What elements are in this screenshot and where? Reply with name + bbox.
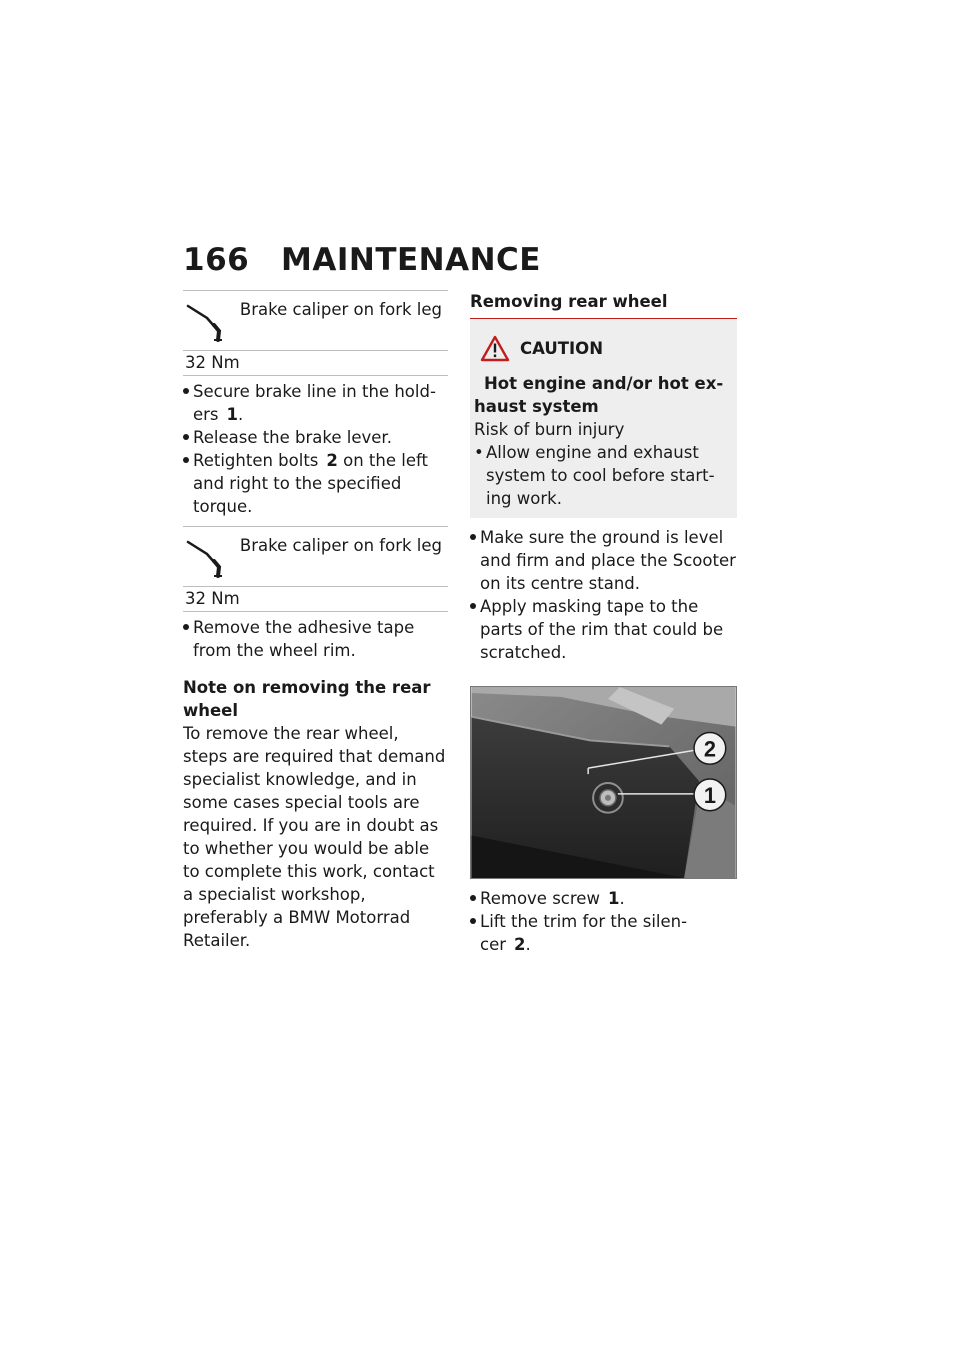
reference-number: 1 bbox=[607, 889, 620, 908]
left-column bbox=[183, 290, 448, 952]
torque-value: 32 Nm bbox=[183, 586, 448, 611]
caution-risk: Risk of burn injury bbox=[474, 420, 625, 439]
figure-callout: 1 bbox=[703, 782, 716, 808]
reference-number: 2 bbox=[326, 451, 338, 470]
section-heading: Removing rear wheel bbox=[470, 292, 668, 311]
reference-number: 1 bbox=[226, 405, 239, 424]
step-list bbox=[470, 526, 737, 664]
caution-box bbox=[470, 319, 737, 518]
torque-label: Brake caliper on fork leg bbox=[239, 300, 442, 319]
torque-wrench-icon bbox=[185, 536, 227, 580]
rear-wheel-trim-photo bbox=[470, 686, 737, 879]
list-item: Apply masking tape to the parts of the rim that could be scratched. bbox=[470, 595, 737, 664]
list-item: Make sure the ground is level and firm and place the Scooter on its centre stand. bbox=[470, 526, 737, 595]
list-item: • Allow engine and exhaust system to cool before start-ing work. bbox=[474, 441, 729, 510]
list-item: Secure brake line in the hold-ers 1. bbox=[183, 380, 448, 426]
warning-triangle-icon bbox=[480, 335, 510, 362]
right-column bbox=[470, 290, 737, 956]
note-heading: Note on removing the rear wheel bbox=[183, 678, 431, 720]
list-item: Release the brake lever. bbox=[183, 426, 448, 449]
torque-value: 32 Nm bbox=[183, 350, 448, 375]
caution-label: CAUTION bbox=[520, 339, 603, 358]
torque-wrench-icon bbox=[185, 300, 227, 344]
step-list bbox=[470, 887, 737, 956]
list-item: Retighten bolts 2 on the left and right to the specified torque. bbox=[183, 449, 448, 518]
torque-spec-box bbox=[183, 526, 448, 612]
torque-label: Brake caliper on fork leg bbox=[239, 536, 442, 555]
caution-title: Hot engine and/or hot ex-haust system bbox=[474, 374, 724, 416]
list-item: Lift the trim for the silen-cer 2. bbox=[470, 910, 737, 956]
list-item: Remove screw 1. bbox=[470, 887, 737, 910]
figure-callout: 2 bbox=[703, 736, 716, 762]
page-number: 166 bbox=[183, 242, 250, 278]
caution-list bbox=[474, 441, 729, 510]
section-title: MAINTENANCE bbox=[281, 242, 541, 278]
page-header bbox=[183, 238, 541, 282]
step-list bbox=[183, 380, 448, 518]
torque-spec-box bbox=[183, 290, 448, 376]
step-list bbox=[183, 616, 448, 662]
note-text: To remove the rear wheel, steps are required that demand specialist knowledge, and in some cases special tools are required. If you are in doubt as to whether you would be able to complete this work, contact a specialist workshop, preferably a BMW Motorrad Retailer. bbox=[183, 724, 446, 950]
reference-number: 2 bbox=[514, 935, 526, 954]
list-item: Remove the adhesive tape from the wheel rim. bbox=[183, 616, 448, 662]
